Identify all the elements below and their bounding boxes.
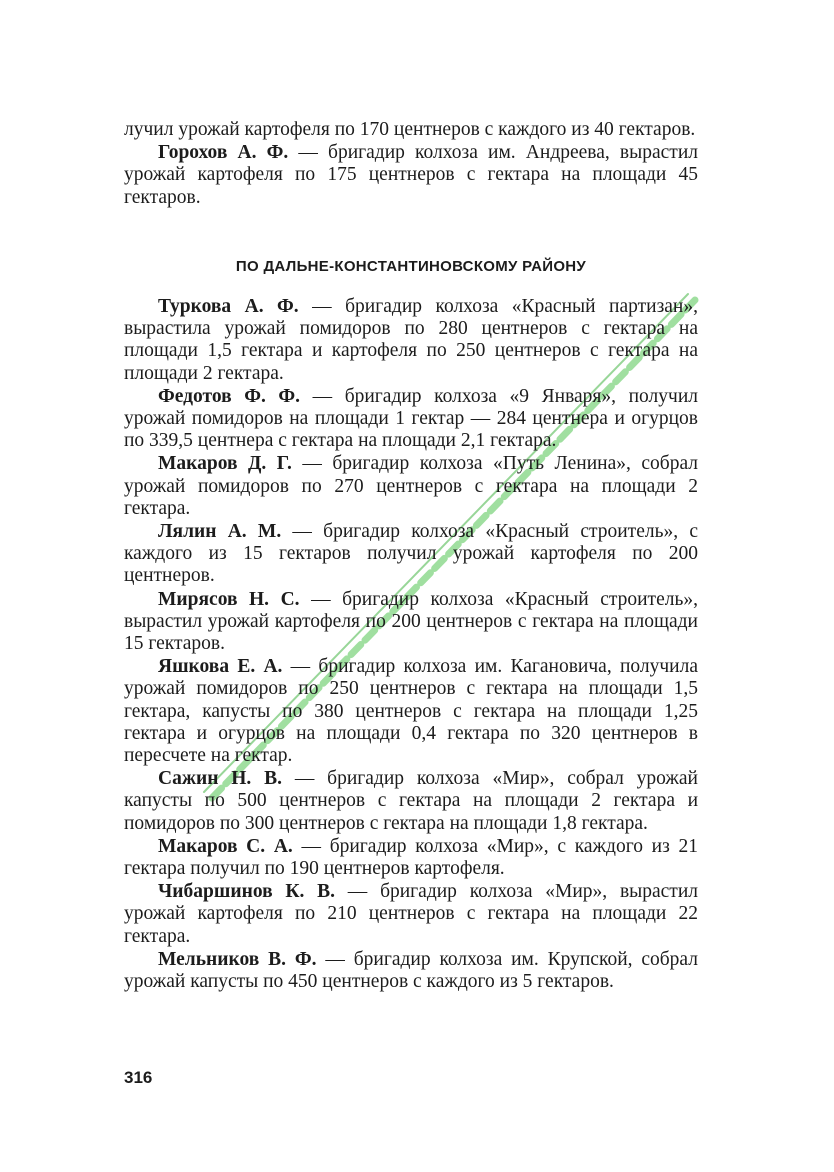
entry-text: — бригадир колхоза «Путь Ленина», собрал урожай помидоров по 270 центнеров с гектара на площади 2 гектара. xyxy=(124,453,699,519)
entry-text: — бригадир колхоза «9 Января», получил урожай помидоров на площади 1 гектар — 284 центнера и огурцов по 339,5 центнера с гектара на площади 2,1 гектара. xyxy=(124,385,698,452)
page-number: 316 xyxy=(124,1068,153,1087)
entry-text: — бригадир колхоза «Мир», с каждого из 21 гектара получил по 190 центнеров картофеля. xyxy=(124,835,698,880)
entry-text: — бригадир колхоза им. Андреева, вырастил урожай картофеля по 175 центнеров с гектара на площади 45 гектаров. xyxy=(124,142,698,208)
entry-text: — бригадир колхоза «Красный партизан», вырастила урожай помидоров по 280 центнеров с гектара на площади 1,5 гектара и картофеля по 250 центнеров с гектара на площади 2 гектара. xyxy=(124,296,698,384)
entry-text: лучил урожай картофеля по 170 центнеров с каждого из 40 гектаров. xyxy=(124,119,696,140)
entry-paragraph xyxy=(124,521,698,588)
entry-name: Яшкова Е. А. xyxy=(158,656,283,678)
entry-text: — бригадир колхоза «Красный строитель», вырастил урожай картофеля по 200 центнеров с гектара на площади 15 гектаров. xyxy=(124,588,698,655)
entry-paragraph xyxy=(124,296,698,385)
entry-name: Горохов А. Ф. xyxy=(158,142,289,164)
entry-text: — бригадир колхоза «Мир», собрал урожай капусты по 500 центнеров с гектара на площади 2 гектара и помидоров по 300 центнеров с гектара на площади 1,8 гектара. xyxy=(124,768,698,834)
entry-paragraph xyxy=(124,386,698,453)
entry-paragraph xyxy=(124,589,698,656)
entry-name: Туркова А. Ф. xyxy=(158,296,299,317)
section-heading: ПО ДАЛЬНЕ-КОНСТАНТИНОВСКОМУ РАЙОНУ xyxy=(235,258,587,275)
entry-text: — бригадир колхоза «Мир», вырастил урожай картофеля по 210 центнеров с гектара на площади 22 гектара. xyxy=(124,881,698,947)
entry-paragraph xyxy=(124,142,698,209)
entry-name: Макаров С. А. xyxy=(158,835,293,857)
entry-name: Лялин А. М. xyxy=(158,521,282,543)
entry-name: Федотов Ф. Ф. xyxy=(158,385,301,407)
entry-name: Макаров Д. Г. xyxy=(158,453,292,475)
entry-name: Мирясов Н. С. xyxy=(158,588,300,610)
entry-paragraph xyxy=(124,768,698,835)
entry-name: Мельников В. Ф. xyxy=(158,948,317,970)
entry-name: Чибаршинов К. В. xyxy=(158,881,336,903)
entry-paragraph xyxy=(124,881,698,948)
entry-paragraph xyxy=(124,453,698,520)
entry-text: — бригадир колхоза им. Крупской, собрал урожай капусты по 450 центнеров с каждого из 5 гектаров. xyxy=(124,948,698,993)
entry-text: — бригадир колхоза им. Кагановича, получила урожай помидоров по 250 центнеров с гектара на площади 1,5 гектара, капусты по 380 центнеров с гектара на площади 1,25 гектара и огурцов на площади 0,4 гектара по 320 центнеров в пересчете на гектар. xyxy=(124,656,698,767)
section-text-block xyxy=(124,296,698,993)
entry-paragraph xyxy=(124,949,698,993)
entry-text: — бригадир колхоза «Красный строитель», с каждого из 15 гектаров получил урожай картофеля по 200 центнеров. xyxy=(124,521,698,587)
entry-paragraph xyxy=(124,656,698,767)
top-text-block xyxy=(124,119,698,209)
continuation-paragraph xyxy=(124,119,698,141)
entry-paragraph xyxy=(124,836,698,880)
entry-name: Сажин Н. В. xyxy=(158,768,283,790)
